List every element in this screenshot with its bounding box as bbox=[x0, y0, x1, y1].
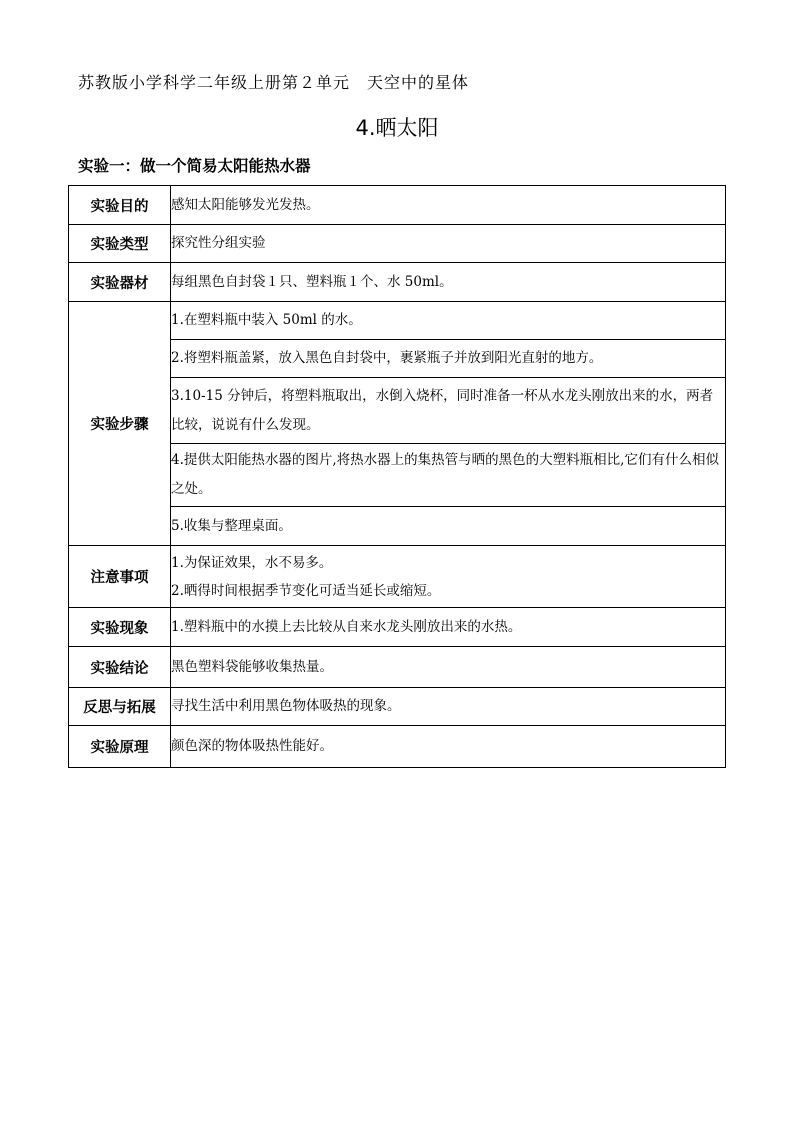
purpose-label: 实验目的 bbox=[69, 186, 171, 225]
materials-label: 实验器材 bbox=[69, 263, 171, 302]
reflection-label: 反思与拓展 bbox=[69, 688, 171, 726]
row-notes bbox=[69, 546, 726, 608]
experiment-table bbox=[68, 185, 726, 768]
step-item: 1.在塑料瓶中装入 50ml 的水。 bbox=[171, 302, 726, 340]
notes-value bbox=[171, 546, 726, 608]
type-label: 实验类型 bbox=[69, 225, 171, 263]
row-materials bbox=[69, 263, 726, 302]
experiment-title: 实验一：做一个简易太阳能热水器 bbox=[78, 157, 311, 175]
principle-value: 颜色深的物体吸热性能好。 bbox=[171, 726, 726, 768]
row-step-1 bbox=[69, 302, 726, 340]
principle-label: 实验原理 bbox=[69, 726, 171, 768]
phenomenon-label: 实验现象 bbox=[69, 608, 171, 647]
step-item: 5.收集与整理桌面。 bbox=[171, 507, 726, 546]
purpose-value: 感知太阳能够发光发热。 bbox=[171, 186, 726, 225]
phenomenon-value: 1.塑料瓶中的水摸上去比较从自来水龙头刚放出来的水热。 bbox=[171, 608, 726, 647]
step-item: 3.10-15 分钟后，将塑料瓶取出，水倒入烧杯，同时准备一杯从水龙头刚放出来的水，两者比较，说说有什么发现。 bbox=[171, 378, 726, 444]
row-principle bbox=[69, 726, 726, 768]
row-type bbox=[69, 225, 726, 263]
steps-label: 实验步骤 bbox=[69, 302, 171, 546]
note-item: 1.为保证效果，水不易多。 bbox=[171, 554, 333, 571]
reflection-value: 寻找生活中利用黑色物体吸热的现象。 bbox=[171, 688, 726, 726]
note-item: 2.晒得时间根据季节变化可适当延长或缩短。 bbox=[171, 582, 441, 599]
conclusion-label: 实验结论 bbox=[69, 647, 171, 688]
type-value: 探究性分组实验 bbox=[171, 225, 726, 263]
notes-label: 注意事项 bbox=[69, 546, 171, 608]
document-header: 苏教版小学科学二年级上册第２单元 天空中的星体 bbox=[78, 73, 470, 92]
step-item: 4.提供太阳能热水器的图片,将热水器上的集热管与晒的黑色的大塑料瓶相比,它们有什么相似之处。 bbox=[171, 444, 726, 507]
lesson-title: 4.晒太阳 bbox=[355, 116, 439, 140]
materials-value: 每组黑色自封袋１只、塑料瓶１个、水 50ml。 bbox=[171, 263, 726, 302]
step-item: 2.将塑料瓶盖紧，放入黑色自封袋中，裹紧瓶子并放到阳光直射的地方。 bbox=[171, 340, 726, 378]
row-reflection bbox=[69, 688, 726, 726]
row-phenomenon bbox=[69, 608, 726, 647]
row-conclusion bbox=[69, 647, 726, 688]
row-purpose bbox=[69, 186, 726, 225]
conclusion-value: 黑色塑料袋能够收集热量。 bbox=[171, 647, 726, 688]
